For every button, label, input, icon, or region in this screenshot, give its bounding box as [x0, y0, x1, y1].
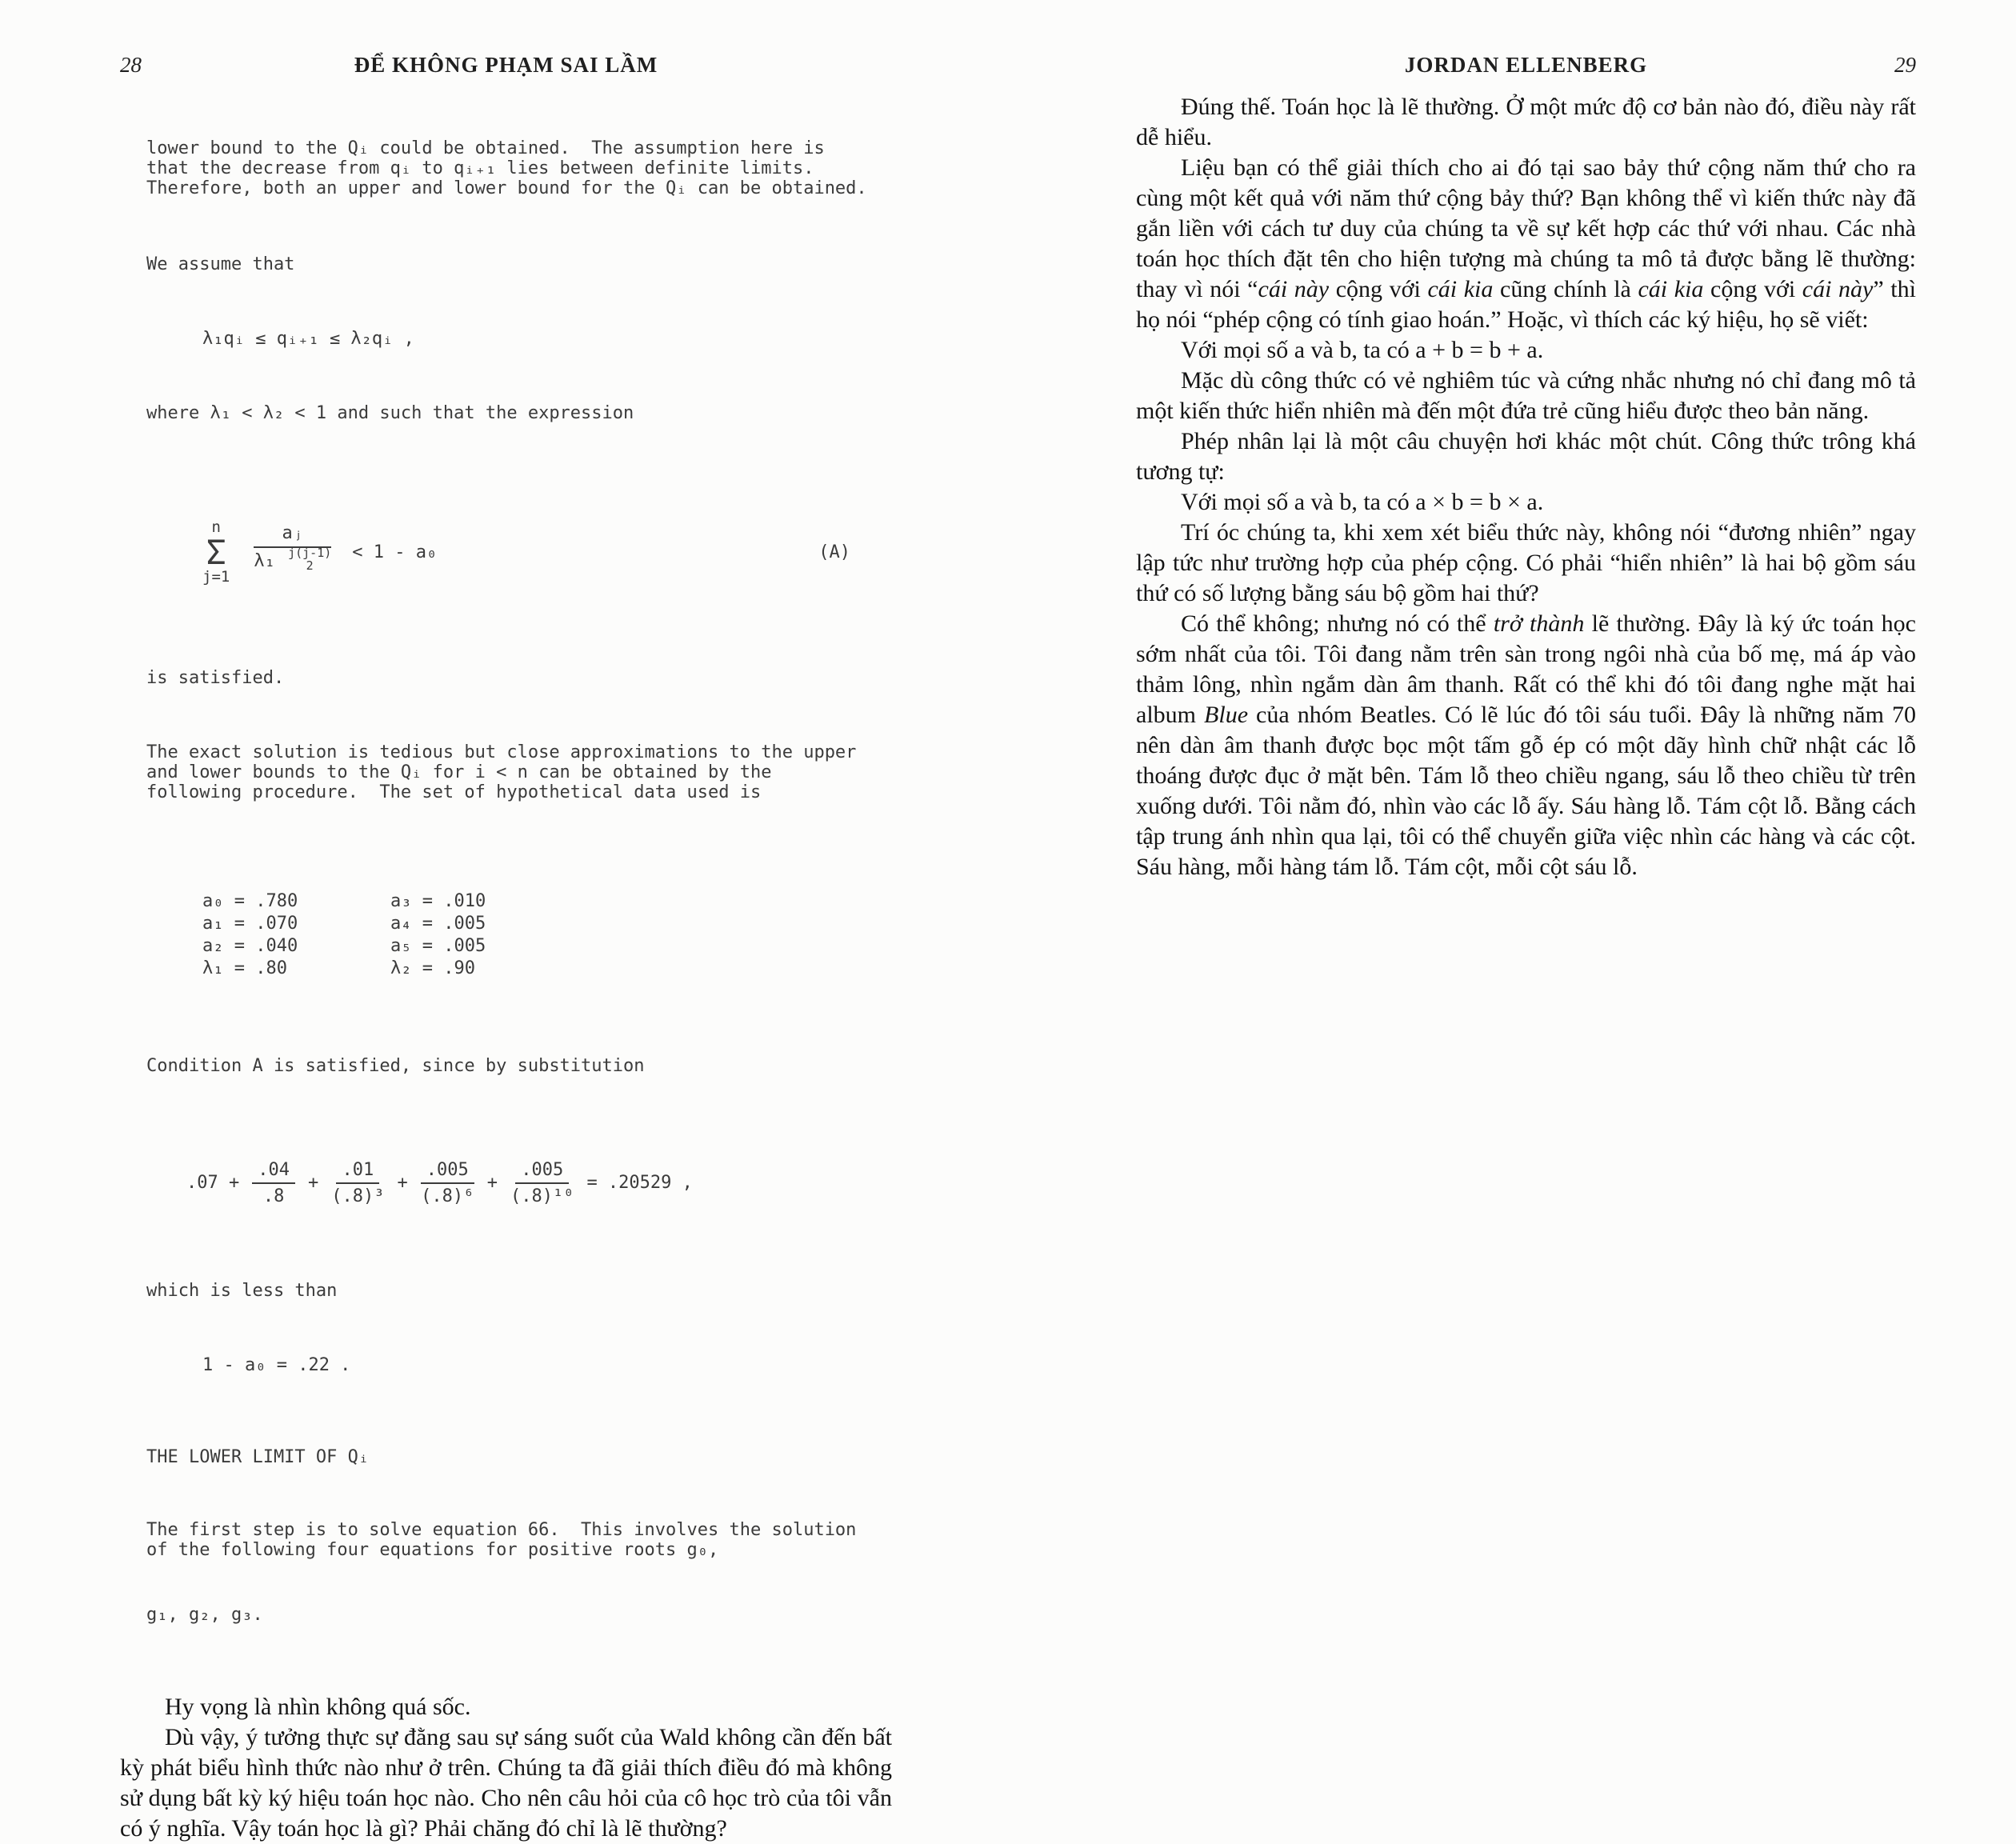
body-paragraph — [120, 1692, 892, 1722]
data-value: a₄ = .005 — [390, 913, 486, 934]
sum-lower-limit: j=1 — [202, 567, 230, 586]
right-page — [1136, 0, 1916, 882]
equation-operator: + — [307, 1173, 319, 1194]
running-title-right: JORDAN ELLENBERG — [1404, 53, 1648, 77]
left-page — [120, 0, 892, 1844]
denominator-base: λ₁ — [254, 550, 275, 571]
text-segment: Phép nhân lại là một câu chuyện hơi khác một chút. Công thức trông khá tương tự: — [1136, 428, 1916, 485]
text-segment: Mặc dù công thức có vẻ nghiêm túc và cứng nhắc nhưng nó chỉ đang mô tả một kiến thức hiển nhiên mà đến một đứa trẻ cũng hiểu được theo bản năng. — [1136, 367, 1916, 424]
left-page-header — [120, 53, 892, 78]
summation-symbol — [202, 520, 230, 586]
exponent-numerator: j(j-1) — [288, 545, 332, 560]
fraction-denominator — [254, 546, 331, 582]
formula-relation: < 1 - a₀ — [352, 542, 438, 563]
data-value: a₃ = .010 — [390, 890, 486, 911]
formula-fraction — [254, 523, 331, 582]
fraction-numerator: .04 — [252, 1160, 295, 1184]
fraction-numerator: aⱼ — [282, 522, 304, 543]
text-segment: cũng chính là — [1493, 276, 1638, 302]
fraction-denominator: (.8)⁶ — [421, 1186, 474, 1206]
fraction-numerator: .005 — [515, 1160, 569, 1184]
memo-section-heading: THE LOWER LIMIT OF Qᵢ — [146, 1446, 370, 1467]
italic-text-segment: cái kia — [1638, 276, 1704, 302]
body-paragraph — [1136, 92, 1916, 153]
text-segment: Với mọi số a và b, ta có a + b = b + a. — [1181, 337, 1544, 363]
page-number-left: 28 — [120, 53, 142, 77]
text-segment: lẽ thường. Đây là ký ức toán học sớm nhất của tôi. Tôi đang nằm trên sàn trong ngôi nhà của bố mẹ, má áp vào thảm lông, nhìn ngắm dàn âm thanh. Rất có thể khi đó tôi đang nghe mặt hai album — [1136, 610, 1916, 728]
memo-line: which is less than — [146, 1280, 338, 1301]
memo-paragraph: lower bound to the Qᵢ could be obtained. The assumption here is that the decrease from qᵢ to qᵢ₊₁ lies between definite limits. Therefore, both an upper and lower bound for the Qᵢ can be obtained. — [146, 138, 867, 198]
sigma-icon: Σ — [206, 532, 226, 572]
text-segment: Hy vọng là nhìn không quá sốc. — [165, 1693, 471, 1720]
memo-line: Condition A is satisfied, since by substitution — [146, 1055, 645, 1076]
text-segment: ” thì họ nói “phép cộng có tính giao hoán.” Hoặc, vì thích các ký hiệu, họ sẽ viết: — [1136, 276, 1916, 333]
text-segment: Có thể không; nhưng nó có thể — [1181, 610, 1494, 637]
body-paragraph — [1136, 153, 1916, 335]
fraction-denominator: (.8)¹⁰ — [510, 1186, 574, 1206]
text-segment: Liệu bạn có thể giải thích cho ai đó tại sao bảy thứ cộng năm thứ cho ra cùng một kết quả với năm thứ cộng bảy thứ? Bạn không thể vì kiến thức này đã gắn liền với cách tư duy của chúng ta về sự kết hợp các thứ với nhau. Các nhà toán học thích đặt tên cho hiện tượng mà chúng ta mô tả được bằng lẽ thường: thay vì nói “ — [1136, 154, 1916, 302]
italic-text-segment: cái kia — [1427, 276, 1494, 302]
italic-text-segment: cái này — [1802, 276, 1874, 302]
italic-text-segment: trở thành — [1493, 610, 1585, 637]
data-value: a₀ = .780 — [202, 890, 298, 911]
page-number-right: 29 — [1894, 53, 1916, 77]
equation-fraction — [510, 1160, 574, 1206]
body-paragraph — [1136, 518, 1916, 609]
left-body-text — [120, 1692, 892, 1844]
data-value: a₂ = .040 — [202, 935, 298, 956]
equation-operator: + — [486, 1173, 498, 1194]
equation-fraction — [421, 1160, 474, 1206]
equation-fraction — [252, 1160, 295, 1206]
memo-data-table — [202, 891, 874, 978]
memo-formula-A — [202, 520, 850, 586]
text-segment: Trí óc chúng ta, khi xem xét biểu thức này, không nói “đương nhiên” ngay lập tức như trường hợp của phép cộng. Có phải “hiển nhiên” là hai bộ gồm sáu thứ có số lượng bằng sáu bộ gồm hai thứ? — [1136, 519, 1916, 606]
text-segment: Đúng thế. Toán học là lẽ thường. Ở một mức độ cơ bản nào đó, điều này rất dễ hiểu. — [1136, 94, 1916, 150]
memo-substitution-equation — [186, 1160, 874, 1206]
italic-text-segment: cái này — [1258, 276, 1330, 302]
body-paragraph — [1136, 609, 1916, 882]
data-value: a₁ = .070 — [202, 913, 298, 934]
data-value: λ₂ = .90 — [390, 958, 475, 978]
right-page-header — [1136, 53, 1916, 78]
equation-fraction — [331, 1160, 384, 1206]
memo-line: is satisfied. — [146, 667, 285, 688]
text-segment: cộng với — [1703, 276, 1802, 302]
fraction-numerator: .01 — [336, 1160, 379, 1184]
text-segment: Dù vậy, ý tưởng thực sự đằng sau sự sáng suốt của Wald không cần đến bất kỳ phát biểu hình thức nào như ở trên. Chúng ta đã giải thích điều đó mà không sử dụng bất kỳ ký hiệu toán học nào. Cho nên câu hỏi của cô học trò của tôi vẫn có ý nghĩa. Vậy toán học là gì? Phải chăng đó chỉ là lẽ thường? — [120, 1723, 892, 1842]
right-body-text — [1136, 92, 1916, 882]
equation-result: = .20529 , — [586, 1173, 693, 1194]
body-paragraph — [1136, 426, 1916, 487]
memo-roots-line: g₁, g₂, g₃. — [146, 1604, 263, 1625]
text-segment: cộng với — [1329, 276, 1428, 302]
body-paragraph — [1136, 487, 1916, 518]
sum-upper-limit: n — [211, 518, 221, 536]
equation-label: (A) — [818, 542, 850, 563]
denominator-exponent — [288, 546, 331, 573]
fraction-denominator: .8 — [262, 1186, 285, 1206]
running-title-left: ĐỂ KHÔNG PHẠM SAI LẦM — [354, 53, 658, 77]
text-segment: của nhóm Beatles. Có lẽ lúc đó tôi sáu tuổi. Đây là những năm 70 nên dàn âm thanh được bọc một tấm gỗ ép có một dãy hình chữ nhật các lỗ thoáng được đục ở mặt bên. Tám lỗ theo chiều ngang, sáu lỗ theo chiều từ trên xuống dưới. Tôi nằm đó, nhìn vào các lỗ ấy. Sáu hàng lỗ. Tám cột lỗ. Bằng cách tập trung ánh nhìn qua lại, tôi có thể chuyển giữa việc nhìn các hàng và các cột. Sáu hàng, mỗi hàng tám lỗ. Tám cột, mỗi cột sáu lỗ. — [1136, 702, 1916, 880]
fraction-numerator: .005 — [421, 1160, 474, 1184]
body-paragraph — [120, 1722, 892, 1844]
memo-line: We assume that — [146, 254, 295, 274]
data-value: a₅ = .005 — [390, 935, 486, 956]
memo-paragraph: The first step is to solve equation 66. This involves the solution of the following four equations for positive roots g₀, — [146, 1519, 867, 1560]
data-value: λ₁ = .80 — [202, 958, 287, 978]
memo-inequality: λ₁qᵢ ≤ qᵢ₊₁ ≤ λ₂qᵢ , — [202, 329, 414, 349]
fraction-denominator: (.8)³ — [331, 1186, 385, 1206]
equation-operator: + — [397, 1173, 408, 1194]
memo-paragraph: The exact solution is tedious but close approximations to the upper and lower bounds to the Qᵢ for i < n can be obtained by the following procedure. The set of hypothetical data used is — [146, 742, 867, 802]
exponent-denominator: 2 — [306, 558, 314, 574]
equation-term: .07 + — [186, 1173, 240, 1194]
memo-line: where λ₁ < λ₂ < 1 and such that the expression — [146, 403, 634, 423]
text-segment: Với mọi số a và b, ta có a × b = b × a. — [1181, 489, 1544, 515]
italic-text-segment: Blue — [1204, 702, 1249, 728]
body-paragraph — [1136, 335, 1916, 366]
memo-limit-equation: 1 - a₀ = .22 . — [202, 1354, 351, 1375]
memo-excerpt — [146, 98, 874, 1679]
body-paragraph — [1136, 366, 1916, 426]
